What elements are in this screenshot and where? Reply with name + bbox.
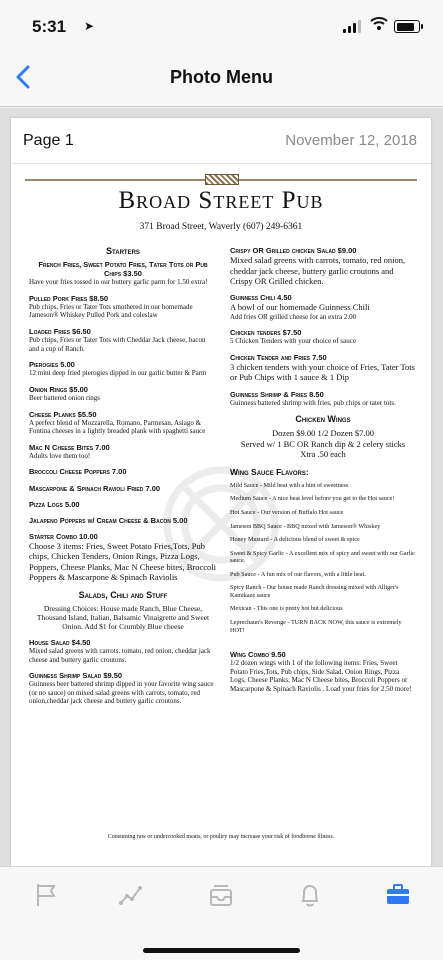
sauce-item: Mexican - This one is pretty hot but delicious <box>230 605 343 613</box>
item-title: Pizza Logs 5.00 <box>29 499 80 509</box>
tab-briefcase[interactable] <box>384 881 412 909</box>
menu-item <box>29 532 217 583</box>
sauce-item: Mild Sauce - Mild heat with a hint of sweetness <box>230 481 349 489</box>
item-desc: Choose 3 items: Fries, Sweet Potato Fries,Tots, Pub chips, Chicken Tenders, Onion Rings, Pizza Logs, Poppers, Cheese Planks, Mac N Cheese bites, Broccoli Poppers & Mascarpone & Spinach Raviolis <box>29 541 216 583</box>
menu-item <box>230 353 416 383</box>
item-title: Crispy OR Grilled chicken Salad $9.00 <box>230 246 357 255</box>
menu-page <box>11 118 431 866</box>
menu-item <box>230 328 416 346</box>
menu-document <box>11 164 431 866</box>
menu-item <box>29 260 217 287</box>
menu-left-column <box>29 246 217 713</box>
item-desc: Adults love them too! <box>29 451 91 460</box>
menu-item <box>29 516 217 525</box>
section-heading: Starters <box>106 246 140 256</box>
bell-icon <box>296 881 324 909</box>
sauce-item: Spicy Ranch - Our house made Ranch dressing mixed with Alliger's Kamikaze sauce <box>230 584 399 599</box>
item-desc: 1/2 dozen wings with 1 of the following items: Fries, Sweet Potato Fries,Tots, Pub chips, Side Salad, Onion Rings, Pizza Logs, Cheese Planks, Mac N Cheese bites, Broccoli Poppers or Mascarpone & Spinach Raviolis . Load your fries for 2.50 more! <box>230 659 412 693</box>
menu-item <box>230 246 416 286</box>
item-title: Onion Rings $5.00 <box>29 384 88 394</box>
item-desc: Have your fries tossed in our buttery garlic parm for 1.50 extra! <box>29 278 208 287</box>
nav-title: Photo Menu <box>170 67 273 87</box>
item-desc: Mixed salad greens with carrots, tomato, red onion, cheddar jack cheese and buttery garlic croutons. <box>29 647 211 664</box>
menu-item <box>29 360 217 378</box>
item-title: Starter Combo 10.00 <box>29 531 98 541</box>
activity-graph-icon <box>118 881 146 909</box>
flag-icon <box>32 881 60 909</box>
status-time: 5:31 <box>32 17 67 36</box>
item-desc: A perfect blend of Mozzarella, Romano, Parmesan, Asiago & Fontina cheeses in a lightly breaded plank with spaghetti sauce <box>29 418 206 436</box>
menu-item <box>29 327 217 353</box>
item-title: Mac N Cheese Bites 7.00 <box>29 442 110 452</box>
inbox-stack-icon <box>207 881 235 909</box>
sauce-item: Leprechaun's Revenge - TURN BACK NOW, this sauce is extremely HOT! <box>230 619 402 634</box>
briefcase-icon <box>384 881 412 909</box>
pub-name: Broad Street Pub <box>118 187 324 214</box>
item-desc: 5 Chicken Tenders with your choice of sauce <box>230 337 356 346</box>
status-bar <box>0 0 443 50</box>
tab-activity[interactable] <box>118 881 146 909</box>
menu-item <box>29 294 217 320</box>
item-desc: 12 mini deep fried pierogies dipped in our garlic butter & Parm <box>29 369 207 378</box>
menu-item <box>29 443 217 461</box>
sauce-item: Jameson BBQ Sauce - BBQ mixed with Jameson® Whiskey <box>230 522 381 530</box>
tab-notifications[interactable] <box>296 881 324 909</box>
item-title: Wing Combo 9.50 <box>230 650 286 660</box>
item-title: Guinness Shrimp Salad $9.50 <box>29 671 123 681</box>
location-arrow-icon: ➤ <box>84 19 95 33</box>
item-desc: 3 chicken tenders with your choice of Fries, Tater Tots or Pub Chips with 1 sauce & 1 Dip <box>230 362 415 383</box>
item-title: Jalapeno Poppers w/ Cream Cheese & Bacon 5.00 <box>29 515 188 525</box>
wings-line: Dozen $9.00 1/2 Dozen $7.00 <box>272 428 374 439</box>
home-indicator <box>143 948 300 953</box>
item-title: Pulled Pork Fries $8.50 <box>29 293 109 303</box>
food-safety-note: Consuming raw or undercooked meats, or poultry may increase your risk of foodborne illness. <box>107 834 335 840</box>
item-desc: Pub chips, Fries or Tater Tots smothered in our homemade Jameson® Whiskey Pulled Pork and coleslaw <box>29 302 193 320</box>
item-desc: Mixed salad greens with carrots, tomato, red onion, cheddar jack cheese, buttery garlic croutons and Crispy OR Grilled chicken. <box>230 255 406 286</box>
photo-viewer[interactable] <box>0 108 443 866</box>
menu-item <box>29 385 217 403</box>
sauce-item: Hot Sauce - Our version of Buffalo Hot sauce <box>230 508 344 516</box>
navigation-bar <box>0 50 443 107</box>
cellular-signal-icon <box>343 20 363 33</box>
item-title: Guinness Shrimp & Fries 8.50 <box>230 389 324 399</box>
menu-item <box>29 638 217 664</box>
section-heading: Chicken Wings <box>295 414 351 425</box>
section-heading: Salads, Chili and Stuff <box>78 589 168 600</box>
wings-line: Served w/ 1 BC OR Ranch dip & 2 celery sticks <box>240 438 406 449</box>
menu-item <box>230 390 416 408</box>
menu-item <box>230 293 416 321</box>
item-title: House Salad $4.50 <box>29 637 91 647</box>
item-title: Broccoli Cheese Poppers 7.00 <box>29 467 127 477</box>
item-desc: Guinness battered shrimp with fries, pub chips or tater tots. <box>230 398 396 407</box>
item-desc: Pub chips, Fries or Tater Tots with Cheddar Jack cheese, bacon and a cup of Ranch. <box>29 336 206 353</box>
wings-pricing <box>230 428 416 459</box>
page-label: Page 1 <box>23 132 74 149</box>
wings-line: Xtra .50 each <box>300 449 346 460</box>
menu-item <box>29 500 217 509</box>
sauce-item: Honey Mustard - A delicious blend of sweet & spice <box>230 536 360 544</box>
item-title: Mascarpone & Spinach Ravioli Fried 7.00 <box>29 483 161 493</box>
item-desc: Guinness beer battered shrimp dipped in your favorite wing sauce (or no sauce) on mixed salad greens with carrots, tomato, red onion,cheddar jack cheese and buttery garlic croutons. <box>29 680 214 706</box>
page-header <box>11 118 431 164</box>
battery-icon <box>394 20 420 33</box>
sauce-item: Sweet & Spicy Garlic - A excellent mix of spicy and sweet with our Garlic sauce. <box>230 549 415 565</box>
celtic-knot-ornament <box>205 174 239 185</box>
tab-flag[interactable] <box>32 881 60 909</box>
sauce-item: Pub Sauce - A fun mix of our flavors, with a little heat. <box>230 570 366 578</box>
item-title: Chicken tenders $7.50 <box>230 328 302 338</box>
sauce-heading: Wing Sauce Flavors: <box>230 466 309 477</box>
tab-inbox[interactable] <box>207 881 235 909</box>
item-title: Loaded Fries $6.50 <box>29 326 91 336</box>
item-desc: A bowl of our homemade Guinness Chili <box>230 302 370 313</box>
sauce-list <box>230 482 416 634</box>
battery-level <box>397 23 414 31</box>
menu-item <box>29 467 217 476</box>
menu-right-column <box>230 246 416 700</box>
dressing-note: Dressing Choices: House made Ranch, Blue Cheese, Thousand Island, Italian, Balsamic Vinaigrette and Sweet Onion. Add $1 for Crumbly Blue cheese <box>36 603 210 631</box>
item-title: Cheese Planks $5.50 <box>29 409 97 419</box>
menu-item <box>29 484 217 493</box>
sauce-item: Medium Sauce - A nice heat level before you get to the Hot sauce! <box>230 495 395 503</box>
item-title: Guinness Chili 4.50 <box>230 293 292 303</box>
item-desc: Beer battered onion rings <box>29 394 100 402</box>
menu-item <box>29 410 217 436</box>
item-title: French Fries, Sweet Potato Fries, Tater Tots or Pub Chips $3.50 <box>38 259 208 279</box>
menu-item <box>29 671 217 706</box>
item-title: Chicken Tender and Fries 7.50 <box>230 352 327 362</box>
pub-address: 371 Broad Street, Waverly (607) 249-6361 <box>139 222 303 232</box>
menu-item <box>230 650 416 693</box>
item-title: Pierogies 5.00 <box>29 360 75 370</box>
page-date: November 12, 2018 <box>285 132 417 149</box>
wifi-icon <box>370 16 388 34</box>
tab-bar <box>0 866 443 960</box>
item-desc: Add fries OR grilled cheese for an extra 2.00 <box>230 312 357 321</box>
